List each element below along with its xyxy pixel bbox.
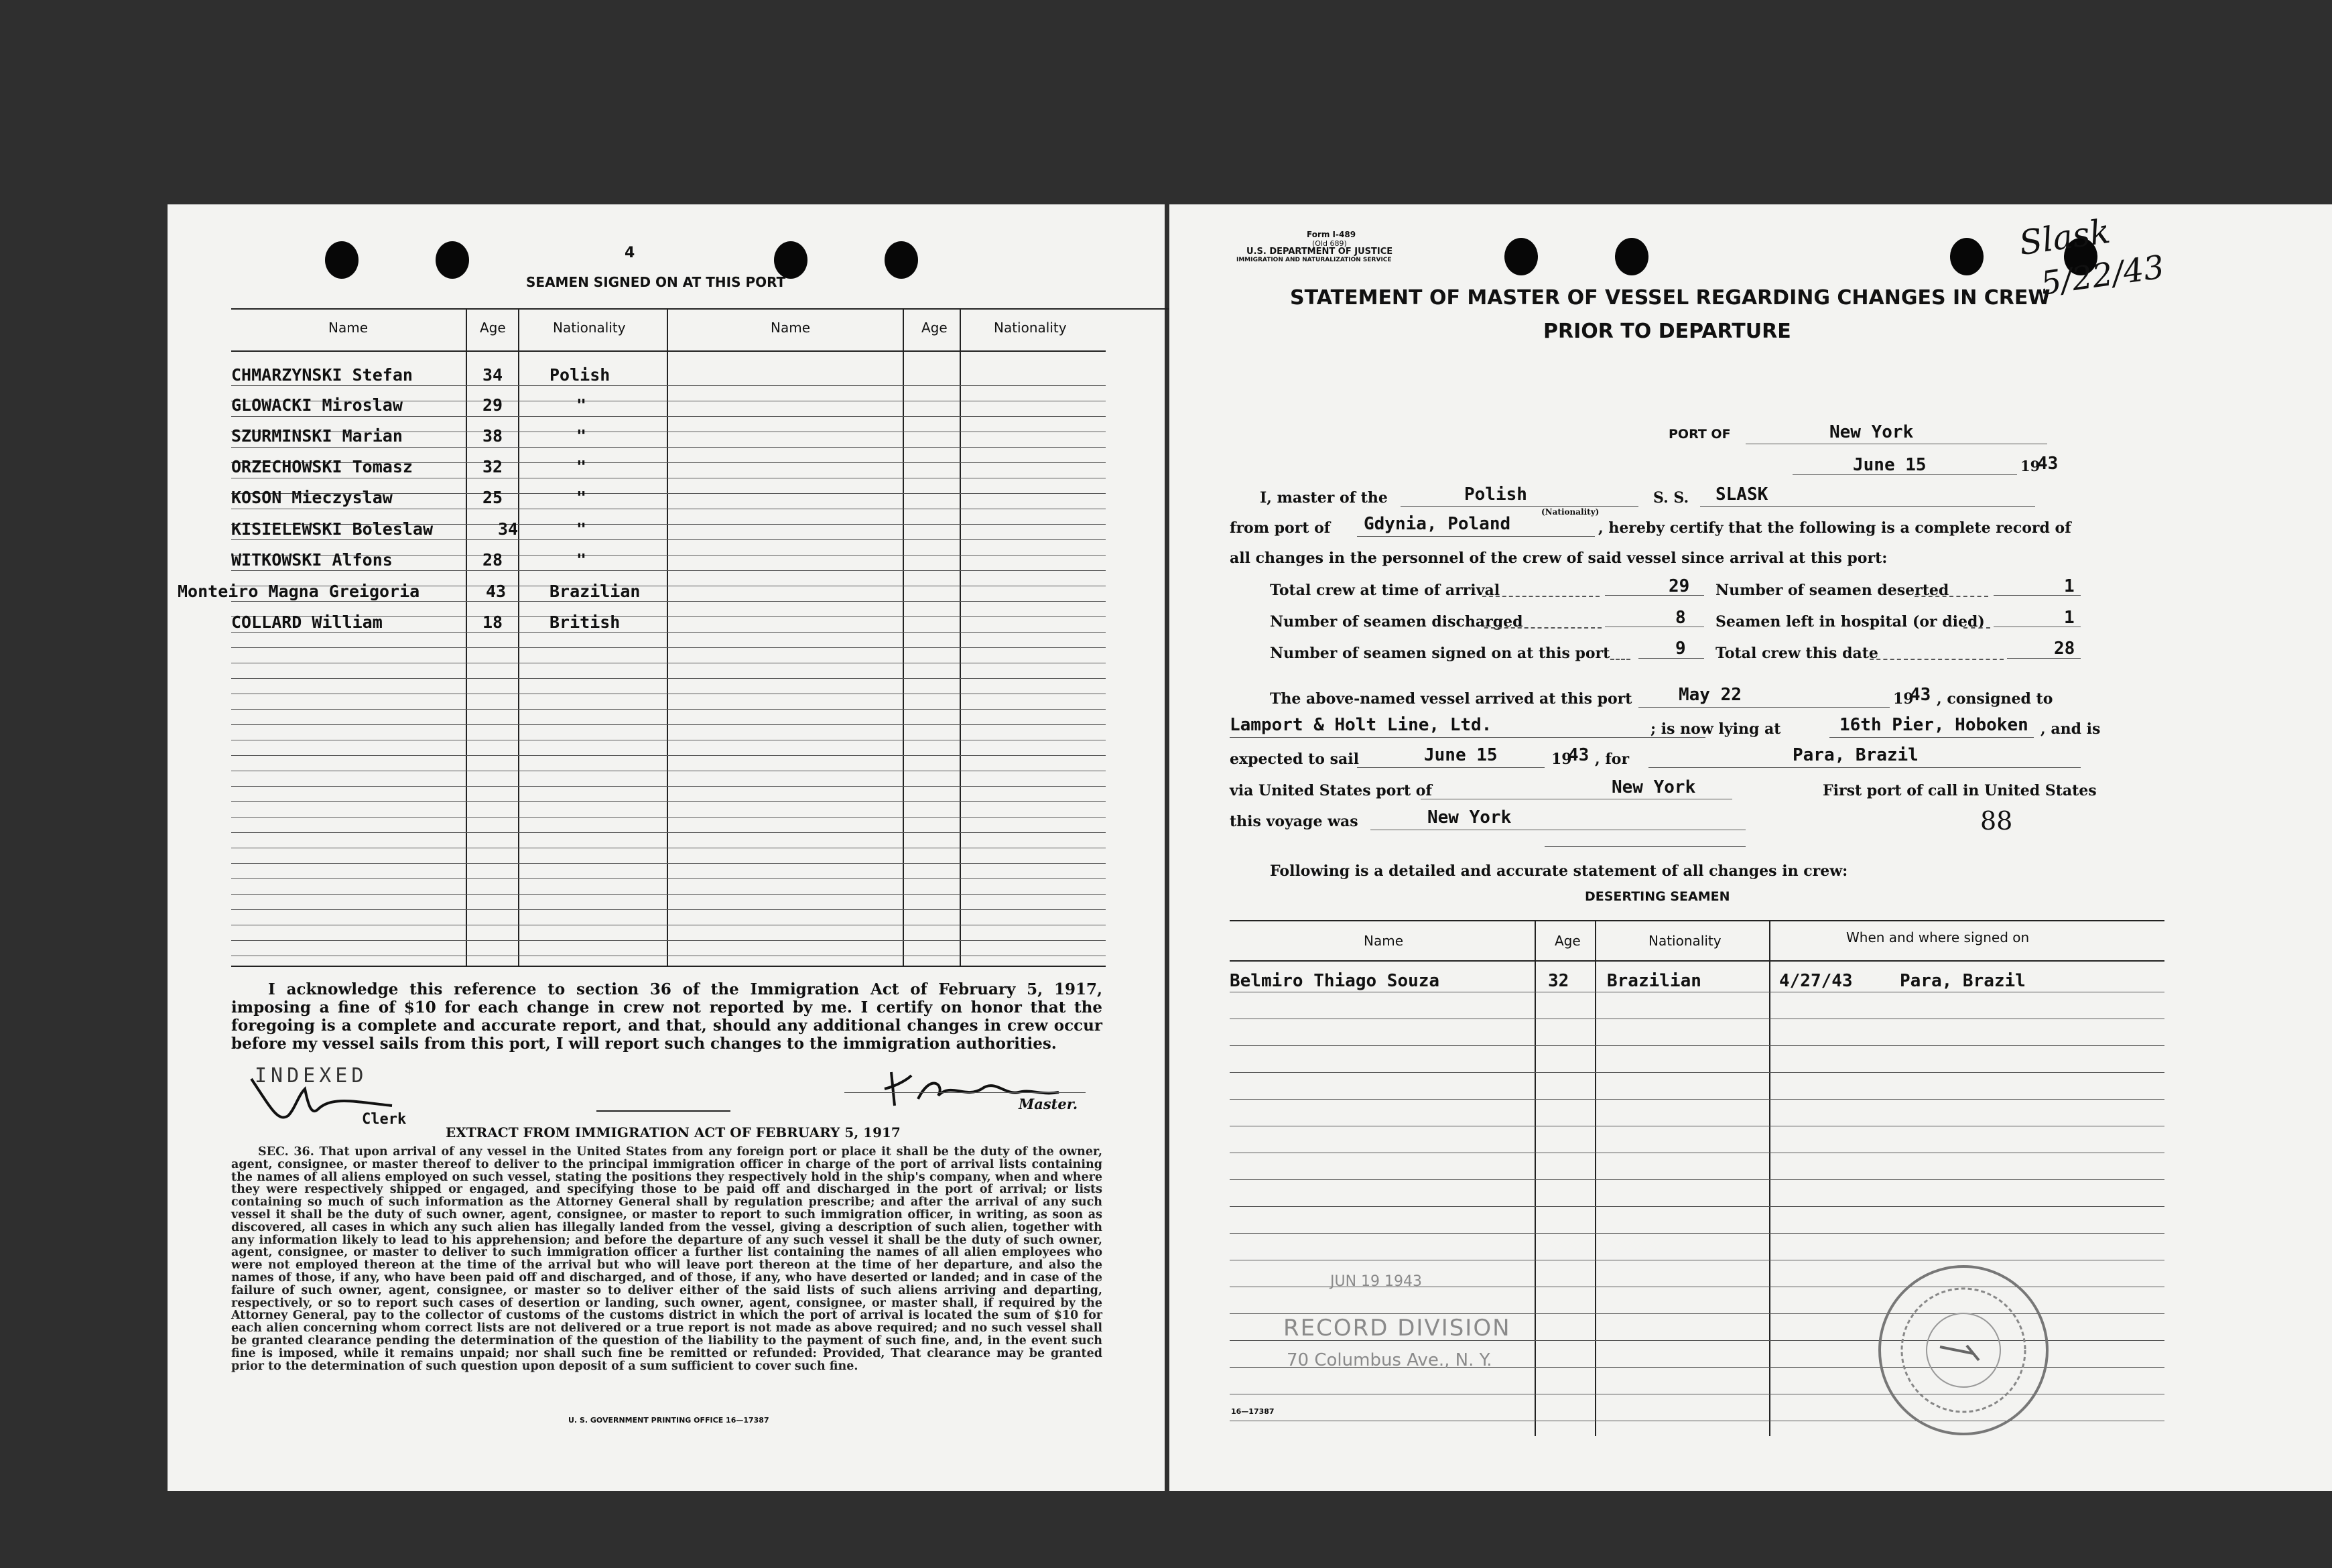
deserter-age: 32 xyxy=(1548,971,1569,991)
crew-name: Monteiro Magna Greigoria xyxy=(178,582,420,601)
table-rule-line xyxy=(231,940,1106,941)
table-rule-line xyxy=(231,786,1106,787)
voyage-label: this voyage was xyxy=(1230,813,1358,830)
col-header-age-2: Age xyxy=(921,320,948,336)
punch-hole xyxy=(1950,238,1984,275)
stamp-date: JUN 19 1943 xyxy=(1330,1273,1423,1290)
punch-hole xyxy=(325,241,359,279)
stat-hospital: 1 xyxy=(2064,608,2075,628)
table-rule-line xyxy=(231,894,1106,895)
clerk-label: Clerk xyxy=(362,1111,407,1128)
handwritten-number: 88 xyxy=(1980,806,2013,836)
arrived-label: The above-named vessel arrived at this port xyxy=(1270,690,1632,708)
stamp-division: RECORD DIVISION xyxy=(1283,1315,1511,1342)
from-port-label: from port of xyxy=(1230,519,1331,537)
table-rule-line xyxy=(231,724,1106,725)
extract-title: EXTRACT FROM IMMIGRATION ACT OF FEBRUARY 5, 1917 xyxy=(446,1124,901,1140)
year-value: 43 xyxy=(2037,454,2059,474)
left-page xyxy=(168,204,1165,1491)
crew-name: ORZECHOWSKI Tomasz xyxy=(231,457,413,476)
deserting-header-rule xyxy=(1230,960,2164,962)
crew-name: KISIELEWSKI Boleslaw xyxy=(231,519,434,539)
col-header-nationality-2: Nationality xyxy=(994,320,1067,336)
for-label: , for xyxy=(1595,750,1630,768)
form-old: (Old 689) xyxy=(1312,239,1347,248)
crew-nationality: Brazilian xyxy=(549,582,641,601)
nationality-caption: (Nationality) xyxy=(1541,507,1600,517)
footer-code: 16—17387 xyxy=(1231,1407,1275,1416)
table-rule-line xyxy=(1230,1233,2164,1234)
crew-nationality: " xyxy=(576,457,587,476)
port-value: New York xyxy=(1829,422,1914,442)
table-rule-line xyxy=(231,878,1106,879)
crew-nationality: British xyxy=(549,612,621,632)
deserting-col-age: Age xyxy=(1555,933,1581,949)
stat-discharged-label: Number of seamen discharged xyxy=(1270,613,1523,631)
crew-name: GLOWACKI Miroslaw xyxy=(231,395,403,415)
crew-name: SZURMINSKI Marian xyxy=(231,426,403,446)
table-rule-line xyxy=(231,832,1106,833)
stat-signed-on-label: Number of seamen signed on at this port xyxy=(1270,645,1610,662)
handwritten-note-2: 5/22/43 xyxy=(2038,248,2167,303)
service: IMMIGRATION AND NATURALIZATION SERVICE xyxy=(1236,257,1392,263)
certify-text: , hereby certify that the following is a complete record of xyxy=(1598,519,2071,537)
punch-hole xyxy=(436,241,469,279)
master-of-label: I, master of the xyxy=(1260,489,1388,507)
table-rule-line xyxy=(231,709,1106,710)
table-rule-line xyxy=(231,447,1106,448)
table-rule-line xyxy=(1230,1072,2164,1073)
col-header-age: Age xyxy=(480,320,506,336)
deserter-signed-place: Para, Brazil xyxy=(1900,971,2026,991)
date-value: June 15 xyxy=(1853,455,1927,475)
table-rule-line xyxy=(1230,1099,2164,1100)
section-title: SEAMEN SIGNED ON AT THIS PORT xyxy=(526,274,786,290)
table-top-rule xyxy=(231,308,1106,310)
stamp-address: 70 Columbus Ave., N. Y. xyxy=(1287,1350,1492,1370)
extract-text: SEC. 36. That upon arrival of any vessel in the United States from any foreign port or place it shall be the duty of the owner, agent, consignee, or master thereof to deliver to the principal immigration officer in charge of the port of arrival lists containing the names of all aliens employed on such vessel, stating the positions they respectively hold in the ship's company, when and where they were respectively shipped or engaged, and specifying those to be paid off and discharged in the port of arrival; or lists containing so much of such information as the Attorney General shall by regulation prescribe; and after the arrival of any such vessel it shall be the duty of such owner, agent, consignee, or master to report to such immigration officer, in writing, as soon as discovered, all cases in which any such alien has illegally landed from the vessel, giving a description of such alien, together with any information likely to lead to his apprehension; and before the departure of any such vessel it shall be the duty of such owner, agent, consignee, or master to deliver to such immigration officer a further list containing the names of all alien employees who were not employed thereon at the time of the arrival but who will leave port thereon at the time of her departure, and also the names of those, if any, who have been paid off and discharged, and of those, if any, who have deserted or landed; and in case of the failure of such owner, agent, consignee, or master so to deliver either of the said lists of such aliens arriving and departing, respectively, or so to report such cases of desertion or landing, such owner, agent, consignee, or master shall, if required by the Attorney General, pay to the collector of customs of the customs district in which the port of arrival is located the sum of $10 for each alien concerning whom correct lists are not delivered or a true report is not made as above required; and no such vessel shall be granted clearance pending the determination of the question of the liability to the payment of such fine, and, in the event such fine is imposed, while it remains unpaid; nor shall such fine be remitted or refunded: Provided, That clearance may be granted prior to the determination of such question upon deposit of a sum sufficient to cover such fine. xyxy=(231,1145,1102,1373)
table-rule-line xyxy=(231,570,1106,571)
table-rule-line xyxy=(231,385,1106,386)
crew-name: CHMARZYNSKI Stefan xyxy=(231,365,413,385)
punch-hole xyxy=(1504,238,1538,275)
stat-deserted: 1 xyxy=(2064,576,2075,596)
crew-age: 18 xyxy=(482,612,503,632)
deserting-col-signed: When and where signed on xyxy=(1846,929,2030,945)
vessel-value: SLASK xyxy=(1715,484,1768,505)
clerk-signature xyxy=(231,1069,452,1129)
col-header-nationality: Nationality xyxy=(553,320,626,336)
crew-nationality: Polish xyxy=(549,365,610,385)
destination-value: Para, Brazil xyxy=(1793,745,1919,765)
table-header-rule xyxy=(231,350,1106,352)
crew-name: KOSON Mieczyslaw xyxy=(231,488,393,507)
deserting-top-rule xyxy=(1230,920,2164,921)
table-rule-line xyxy=(231,632,1106,633)
table-bottom-rule xyxy=(231,966,1106,967)
table-rule-line xyxy=(231,416,1106,417)
crew-name: WITKOWSKI Alfons xyxy=(231,550,393,570)
year-prefix: 19 xyxy=(2020,458,2040,474)
first-port-label: First port of call in United States xyxy=(1823,782,2097,799)
stat-hospital-label: Seamen left in hospital (or died) xyxy=(1715,613,1985,631)
from-port-value: Gdynia, Poland xyxy=(1364,514,1511,534)
following-text: Following is a detailed and accurate statement of all changes in crew: xyxy=(1270,862,1848,880)
punch-hole xyxy=(1615,238,1648,275)
stat-deserted-label: Number of seamen deserted xyxy=(1715,582,1949,599)
via-port-value: New York xyxy=(1612,777,1696,797)
expected-label: expected to sail xyxy=(1230,750,1359,768)
crew-age: 34 xyxy=(482,365,503,385)
via-label: via United States port of xyxy=(1230,782,1432,799)
nationality-value: Polish xyxy=(1464,484,1527,505)
acknowledgment-text: I acknowledge this reference to section 36 of the Immigration Act of February 5, 1917, imposing a fine of $10 for each change in crew not reported by me. I certify on honor that the foregoing is a complete and accurate report, and that, should any additional changes in crew occur before my vessel sails from this port, I will report such changes to the immigration authorities. xyxy=(231,980,1102,1053)
handwritten-note-1: Slask xyxy=(2016,211,2113,263)
crew-nationality: " xyxy=(576,395,587,415)
form-subtitle: PRIOR TO DEPARTURE xyxy=(1543,320,1791,343)
table-rule-line xyxy=(231,909,1106,910)
table-rule-line xyxy=(231,601,1106,602)
table-rule-line xyxy=(231,755,1106,756)
table-rule-line xyxy=(231,817,1106,818)
deserting-title: DESERTING SEAMEN xyxy=(1585,889,1730,904)
port-label: PORT OF xyxy=(1669,427,1731,442)
page-number: 4 xyxy=(625,245,635,261)
consigned-label: , consigned to xyxy=(1937,690,2053,708)
deserting-col-name: Name xyxy=(1364,933,1404,949)
stat-discharged: 8 xyxy=(1675,608,1686,628)
pier-value: 16th Pier, Hoboken xyxy=(1839,715,2028,735)
crew-age: 25 xyxy=(482,488,503,507)
crew-nationality: " xyxy=(576,488,587,507)
form-number: Form I-489 xyxy=(1307,230,1356,239)
table-rule-line xyxy=(1230,1206,2164,1207)
table-rule-line xyxy=(231,539,1106,540)
col-header-name: Name xyxy=(328,320,369,336)
table-rule-line xyxy=(1230,1045,2164,1046)
master-label: Master. xyxy=(1019,1096,1078,1112)
stat-total-arrival-label: Total crew at time of arrival xyxy=(1270,582,1500,599)
crew-nationality: " xyxy=(576,426,587,446)
crew-age: 28 xyxy=(482,550,503,570)
crew-nationality: " xyxy=(576,550,587,570)
deserter-name: Belmiro Thiago Souza xyxy=(1230,971,1440,991)
first-port-value: New York xyxy=(1427,807,1512,828)
crew-age: 32 xyxy=(482,457,503,476)
indexed-stamp: INDEXED xyxy=(255,1064,368,1088)
arrived-year: 43 xyxy=(1910,685,1931,705)
department: U.S. DEPARTMENT OF JUSTICE xyxy=(1246,247,1393,257)
sail-year-prefix: 19 xyxy=(1551,750,1572,768)
printing-office: U. S. GOVERNMENT PRINTING OFFICE 16—17387 xyxy=(568,1416,769,1425)
form-title: STATEMENT OF MASTER OF VESSEL REGARDING CHANGES IN CREW xyxy=(1290,286,2051,310)
stat-total-today-label: Total crew this date xyxy=(1715,645,1878,662)
stat-total-arrival: 29 xyxy=(1669,576,1690,596)
stat-total-today: 28 xyxy=(2054,639,2075,659)
right-page xyxy=(1169,204,2332,1491)
stat-signed-on: 9 xyxy=(1675,639,1686,659)
punch-hole xyxy=(885,241,918,279)
table-rule-line xyxy=(231,863,1106,864)
immigration-seal-stamp xyxy=(1860,1253,2067,1447)
deserter-signed-date: 4/27/43 xyxy=(1779,971,1853,991)
and-is-label: , and is xyxy=(2040,720,2101,738)
arrived-date: May 22 xyxy=(1679,685,1742,705)
lying-label: ; is now lying at xyxy=(1650,720,1781,738)
crew-name: COLLARD William xyxy=(231,612,383,632)
punch-hole xyxy=(774,241,807,279)
deserter-nationality: Brazilian xyxy=(1607,971,1701,991)
crew-age: 34 xyxy=(498,519,519,539)
table-rule-line xyxy=(231,647,1106,648)
crew-nationality: " xyxy=(576,519,587,539)
sail-date: June 15 xyxy=(1424,745,1498,765)
sail-year: 43 xyxy=(1568,745,1590,765)
table-rule-line xyxy=(231,678,1106,679)
all-changes-text: all changes in the personnel of the crew of said vessel since arrival at this port: xyxy=(1230,549,1888,567)
table-rule-line xyxy=(231,801,1106,802)
consignee-value: Lamport & Holt Line, Ltd. xyxy=(1230,715,1492,735)
crew-age: 43 xyxy=(486,582,507,601)
ss-label: S. S. xyxy=(1653,489,1689,507)
arrived-year-prefix: 19 xyxy=(1893,690,1914,708)
table-rule-line xyxy=(1230,1179,2164,1180)
col-header-name-2: Name xyxy=(771,320,811,336)
crew-age: 29 xyxy=(482,395,503,415)
deserting-col-nationality: Nationality xyxy=(1648,933,1722,949)
crew-age: 38 xyxy=(482,426,503,446)
